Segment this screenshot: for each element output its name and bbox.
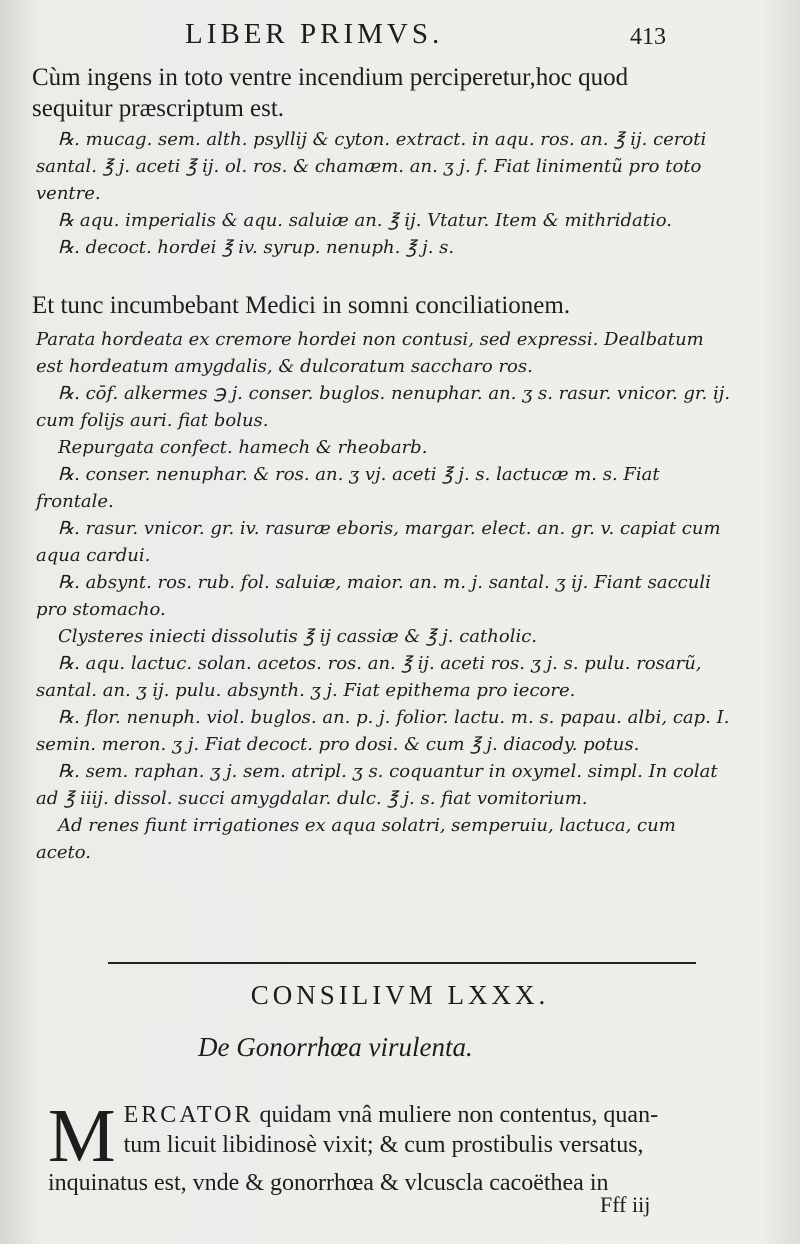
text-line: tum licuit libidinosè vixit; & cum prostibulis versatus,	[123, 1132, 644, 1158]
prescription: ℞. cōf. alkermes ℈ j. conser. buglos. nenuphar. an. ʒ s. rasur. vnicor. gr. ij. cum folijs auri. fiat bolus.	[36, 383, 731, 431]
prescription: ℞. conser. nenuphar. & ros. an. ʒ vj. aceti ℥ j. s. lactucæ m. s. Fiat frontale.	[36, 464, 660, 512]
prescription: Parata hordeata ex cremore hordei non contusi, sed expressi. Dealbatum est hordeatum amygdalis, & dulcoratum saccharo ros.	[36, 329, 704, 377]
text-fragment: quidam vnâ muliere non contentus, quan-	[253, 1102, 659, 1128]
text-line: Et tunc incumbebant Medici in somni conciliationem.	[32, 292, 571, 319]
drop-cap: M	[48, 1094, 116, 1178]
intro-paragraph	[0, 62, 800, 124]
text-line: inquinatus est, vnde & gonorrhœa & vlcuscla cacoëthea in	[48, 1170, 609, 1196]
prescription-list-2	[0, 326, 800, 866]
page-number: 413	[630, 24, 666, 50]
prescription: ℞. flor. nenuph. viol. buglos. an. p. j. folior. lactu. m. s. papau. albi, cap. I. semin. meron. ʒ j. Fiat decoct. pro dosi. & cum ℥ j. diacody. potus.	[36, 707, 730, 755]
signature-mark: Fff iij	[600, 1192, 651, 1217]
prescription: ℞. absynt. ros. rub. fol. saluiæ, maior. an. m. j. santal. ʒ ij. Fiant sacculi pro stomacho.	[36, 572, 711, 620]
body-paragraph	[48, 1094, 698, 1198]
prescription: ℞ aqu. imperialis & aqu. saluiæ an. ℥ ij. Vtatur. Item & mithridatio.	[58, 210, 673, 231]
prescription: ℞. decoct. hordei ℥ iv. syrup. nenuph. ℥ j. s.	[58, 237, 455, 258]
prescription: Ad renes fiunt irrigationes ex aqua solatri, semperuiu, lactuca, cum aceto.	[36, 815, 676, 863]
text-line: sequitur præscriptum est.	[32, 95, 285, 122]
prescription: ℞. mucag. sem. alth. psyllij & cyton. extract. in aqu. ros. an. ℥ ij. ceroti santal. ℥ j. aceti ℥ ij. ol. ros. & chamæm. an. ʒ j. f. Fiat linimentũ pro toto ventre.	[36, 129, 707, 204]
running-title: LIBER PRIMVS.	[185, 18, 444, 50]
text-line	[48, 1100, 698, 1130]
section-subtitle: De Gonorrhœa virulenta.	[198, 1032, 473, 1062]
prescription: ℞. sem. raphan. ʒ j. sem. atripl. ʒ s. coquantur in oxymel. simpl. In colat ad ℥ iiij. dissol. succi amygdalar. dulc. ℥ j. s. fiat vomitorium.	[36, 761, 718, 809]
smallcaps-word: ERCATOR	[123, 1102, 254, 1128]
page-header	[0, 18, 800, 58]
prescription-list-1	[0, 126, 800, 261]
text-line: Cùm ingens in toto ventre incendium perciperetur,hoc quod	[32, 64, 629, 91]
prescription: ℞. rasur. vnicor. gr. iv. rasuræ eboris, margar. elect. an. gr. v. capiat cum aqua cardui.	[36, 518, 721, 566]
prescription: Clysteres iniecti dissolutis ℥ ij cassiæ & ℥ j. catholic.	[58, 626, 538, 647]
section-divider	[108, 962, 696, 964]
section-title: CONSILIVM LXXX.	[250, 980, 550, 1010]
middle-paragraph	[0, 290, 800, 321]
prescription: Repurgata confect. hamech & rheobarb.	[58, 437, 428, 458]
prescription: ℞. aqu. lactuc. solan. acetos. ros. an. ℥ ij. aceti ros. ʒ j. s. pulu. rosarũ, santal. an. ʒ ij. pulu. absynth. ʒ j. Fiat epithema pro iecore.	[36, 653, 702, 701]
